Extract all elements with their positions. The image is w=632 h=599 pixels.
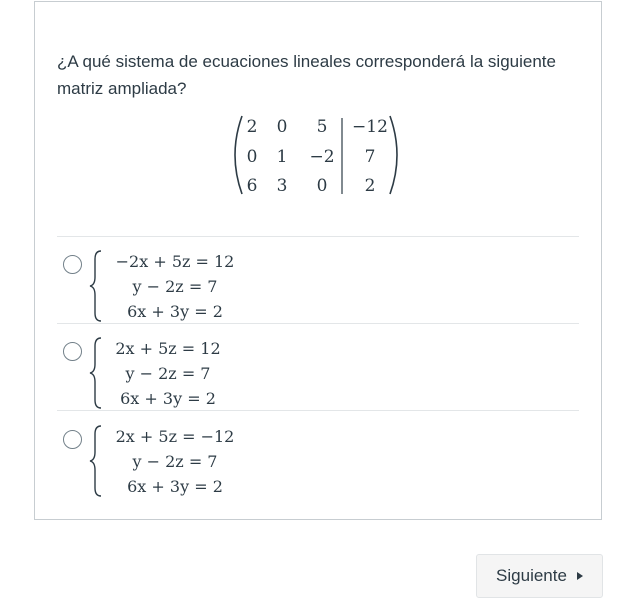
matrix-cell: 2 xyxy=(246,117,258,137)
play-arrow-icon xyxy=(577,572,583,580)
augmented-matrix xyxy=(230,112,450,202)
equation: y − 2z = 7 xyxy=(132,277,218,296)
radio-button-3[interactable] xyxy=(63,430,82,449)
equation: 2x + 5z = −12 xyxy=(115,427,235,446)
quiz-question-card xyxy=(34,1,602,520)
matrix-cell: −2 xyxy=(309,147,335,167)
matrix-cell: 6 xyxy=(246,176,258,196)
option-divider xyxy=(57,323,579,324)
answer-option-1[interactable] xyxy=(57,243,579,329)
next-button-label: Siguiente xyxy=(496,566,567,585)
radio-button-1[interactable] xyxy=(63,255,82,274)
equation: −2x + 5z = 12 xyxy=(115,252,235,271)
equation: y − 2z = 7 xyxy=(125,364,211,383)
equation: y − 2z = 7 xyxy=(132,452,218,471)
matrix-cell: 1 xyxy=(276,147,288,167)
option-divider xyxy=(57,410,579,411)
answer-option-2[interactable] xyxy=(57,330,579,416)
matrix-cell: 2 xyxy=(364,176,376,196)
equation-system-3 xyxy=(87,422,307,500)
equation: 6x + 3y = 2 xyxy=(127,477,223,496)
matrix-cell: 0 xyxy=(246,147,258,167)
matrix-cell: 7 xyxy=(364,147,376,167)
matrix-cell: 0 xyxy=(316,176,328,196)
radio-button-2[interactable] xyxy=(63,342,82,361)
equation: 2x + 5z = 12 xyxy=(115,339,221,358)
equation: 6x + 3y = 2 xyxy=(127,302,223,321)
question-text: ¿A qué sistema de ecuaciones lineales corresponderá la siguiente matriz ampliada? xyxy=(57,52,556,98)
matrix-cell: −12 xyxy=(352,117,388,137)
answer-option-3[interactable] xyxy=(57,418,579,504)
equation: 6x + 3y = 2 xyxy=(120,389,216,408)
matrix-cell: 0 xyxy=(276,117,288,137)
next-button[interactable] xyxy=(476,554,603,598)
equation-system-2 xyxy=(87,334,307,412)
equation-system-1 xyxy=(87,247,307,325)
matrix-cell: 3 xyxy=(276,176,288,196)
matrix-cell: 5 xyxy=(316,117,328,137)
option-divider xyxy=(57,236,579,237)
